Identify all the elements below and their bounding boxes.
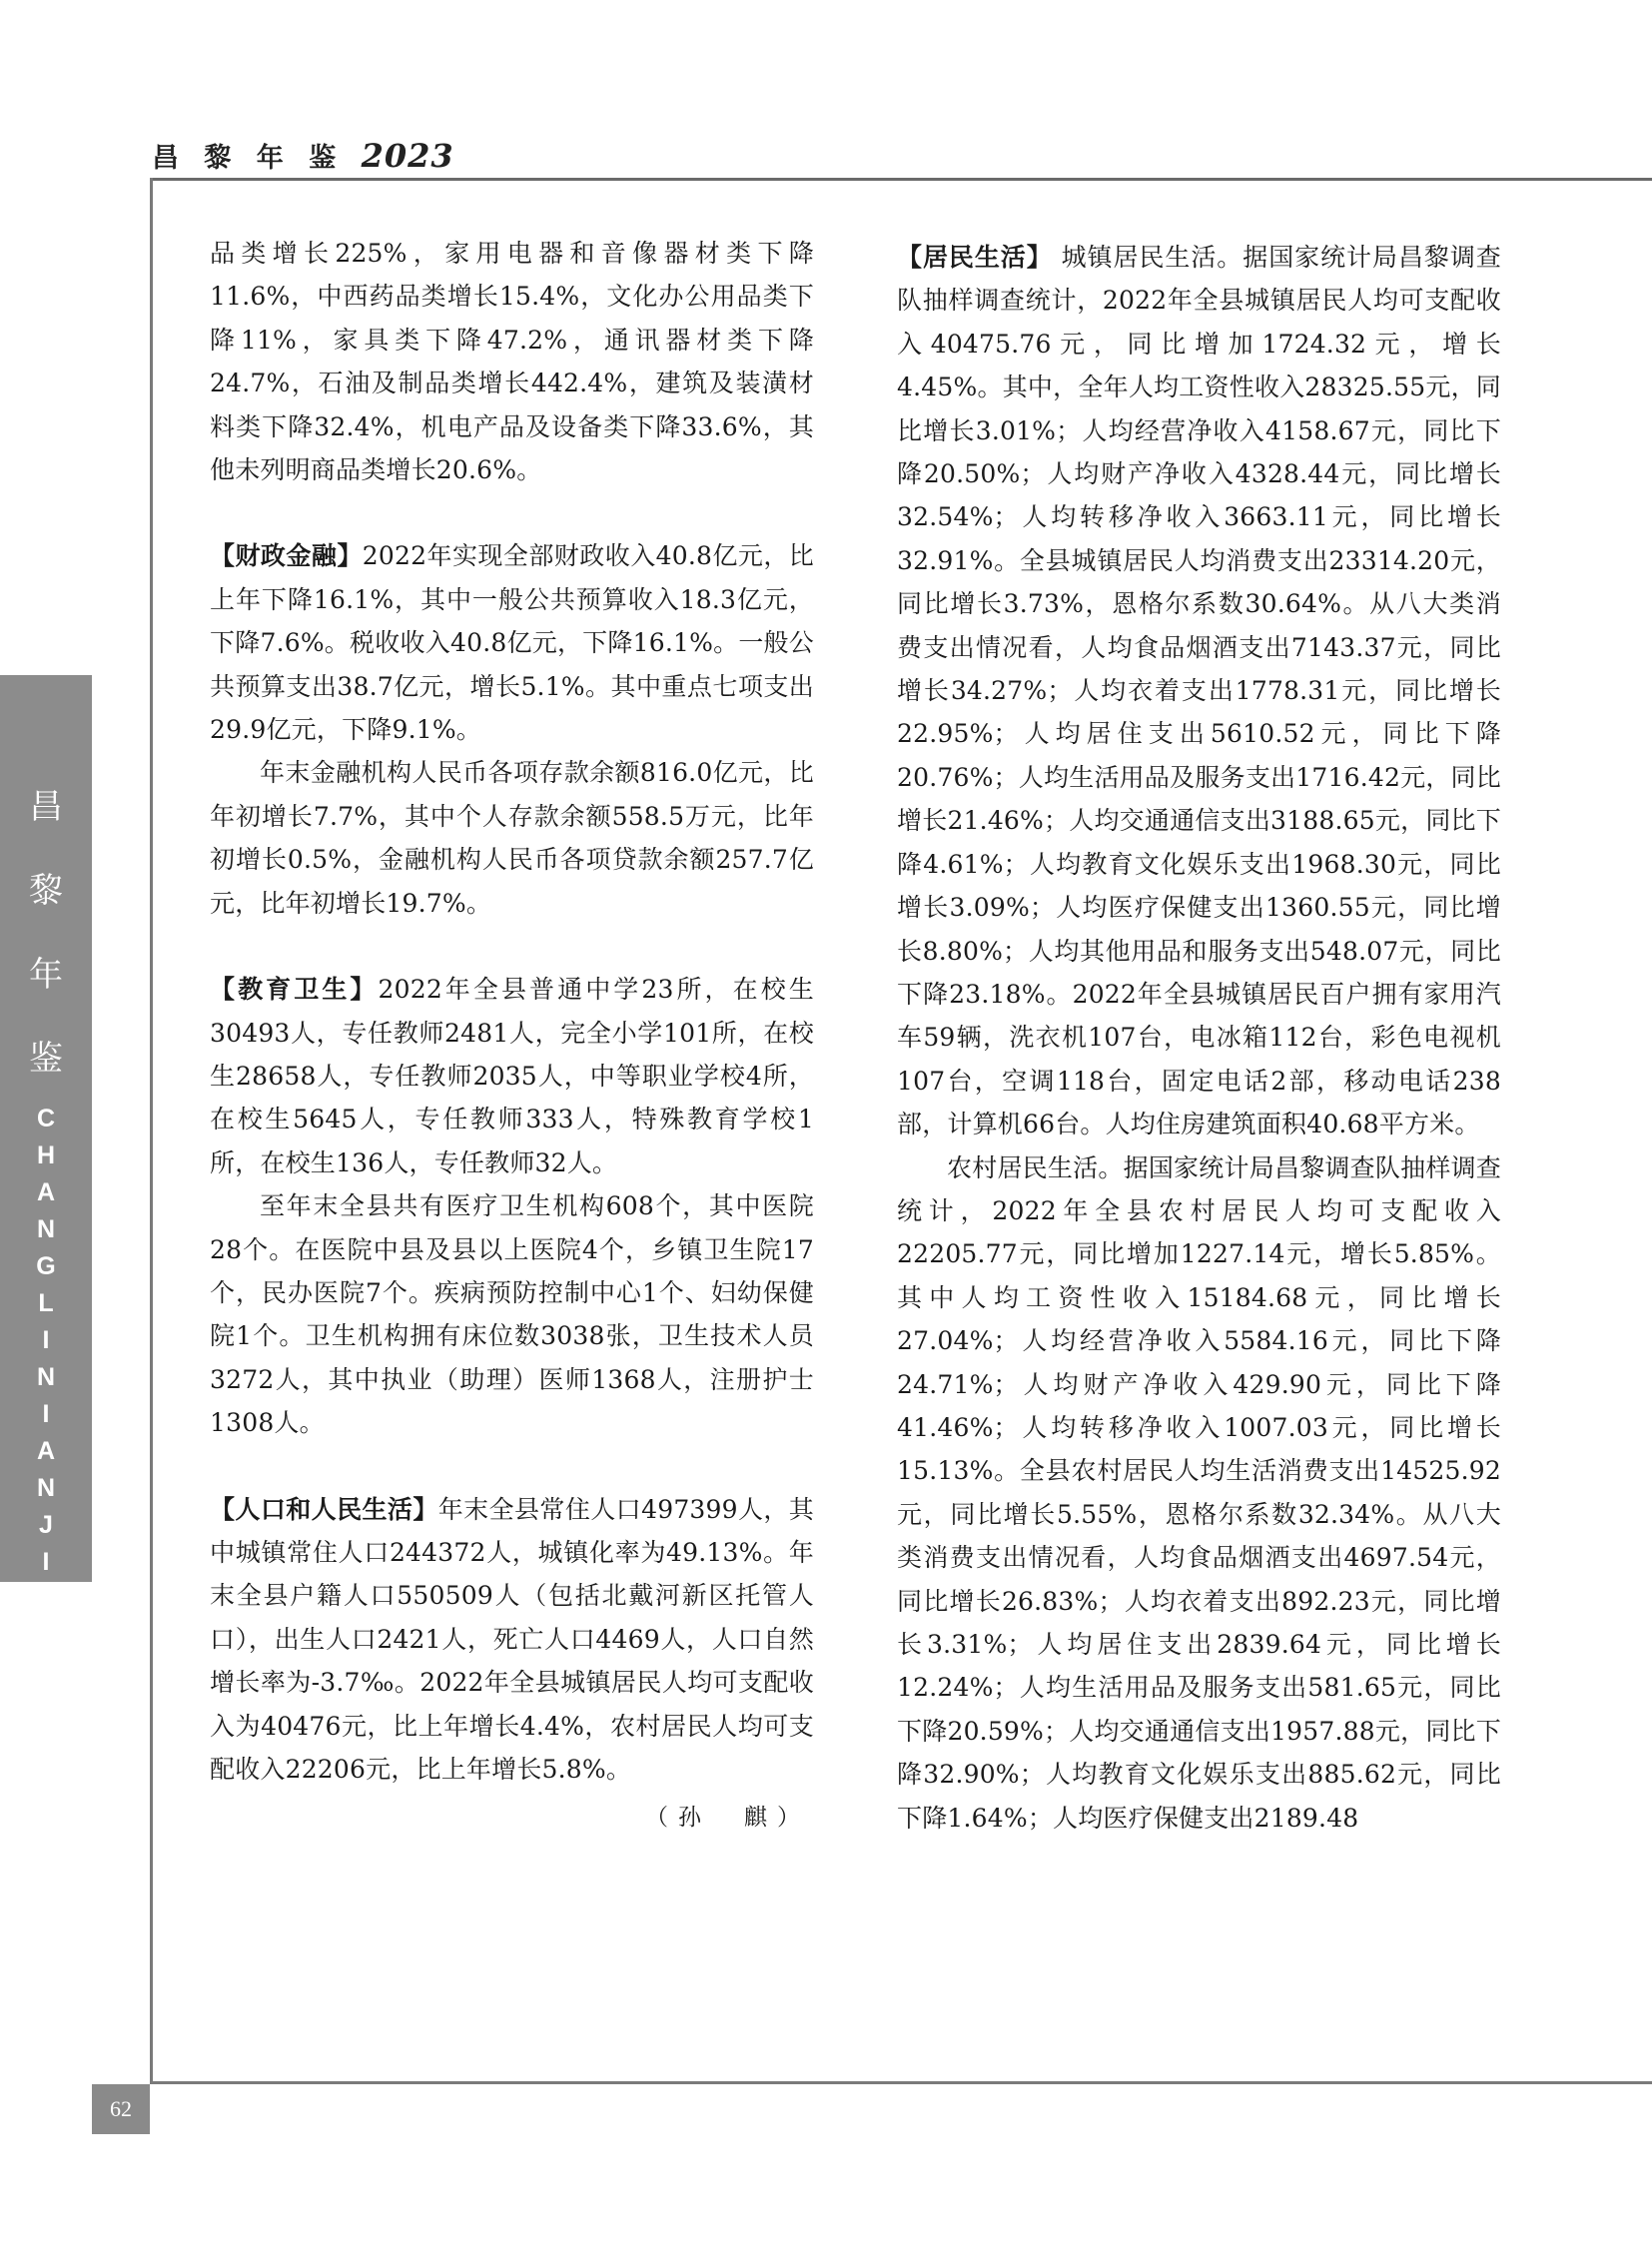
- rural-living-paragraph: 农村居民生活。据国家统计局昌黎调查队抽样调查统计，2022年全县农村居民人均可支配收入22205.77元，同比增加1227.14元，增长5.85%。其中人均工资性收入15184.68元，同比增长27.04%；人均经营净收入5584.16元，同比下降24.71%；人均财产净收入429.90元，同比下降41.46%；人均转移净收入1007.03元，同比增长15.13%。全县农村居民人均生活消费支出14525.92元，同比增长5.55%，恩格尔系数32.34%。从八大类消费支出情况看，人均食品烟酒支出4697.54元，同比增长26.83%；人均衣着支出892.23元，同比增长3.31%；人均居住支出2839.64元，同比增长12.24%；人均生活用品及服务支出581.65元，同比下降20.59%；人均交通通信支出1957.88元，同比下降32.90%；人均教育文化娱乐支出885.62元，同比下降1.64%；人均医疗保健支出2189.48: [897, 1152, 1501, 1833]
- side-letter: H: [36, 1141, 56, 1169]
- finance-paragraph: [210, 534, 814, 751]
- side-letter: J: [39, 1511, 53, 1539]
- side-char: 年: [29, 955, 63, 995]
- side-letter: A: [36, 1437, 56, 1465]
- population-paragraph: [210, 1488, 814, 1792]
- finance-paragraph-2: 年末金融机构人民币各项存款余额816.0亿元，比年初增长7.7%，其中个人存款余额558.5万元，比年初增长0.5%，金融机构人民币各项贷款余额257.7亿元，比年初增长19.7%。: [210, 758, 814, 918]
- footer-rule: [150, 2081, 1652, 2084]
- side-letter: I: [42, 1400, 50, 1428]
- side-tab-latin-title: [0, 1101, 92, 1655]
- page-number: 62: [92, 2084, 150, 2134]
- section-heading-education: 【教育卫生】: [210, 975, 379, 1005]
- side-letter: I: [42, 1326, 50, 1354]
- section-heading-living: 【居民生活】: [897, 243, 1053, 272]
- population-text: 年末全县常住人口497399人，其中城镇常住人口244372人，城镇化率为49.13%。年末全县户籍人口550509人（包括北戴河新区托管人口），出生人口2421人，死亡人口4469人，人口自然增长率为-3.7‰。2022年全县城镇居民人均可支配收入为40476元，比上年增长4.4%，农村居民人均可支配收入22206元，比上年增长5.8%。: [210, 1494, 814, 1784]
- side-char: 昌: [29, 787, 63, 827]
- book-title: 昌 黎 年 鉴: [152, 143, 345, 174]
- side-letter: A: [36, 1585, 56, 1613]
- left-margin-rule: [150, 178, 153, 2083]
- health-paragraph: 至年末全县共有医疗卫生机构608个，其中医院28个。在医院中县及县以上医院4个，乡镇卫生院17个，民办医院7个。疾病预防控制中心1个、妇幼保健院1个。卫生机构拥有床位数3038张，卫生技术人员3272人，其中执业（助理）医师1368人，注册护士1308人。: [210, 1191, 814, 1438]
- right-text-column: [897, 236, 1501, 1840]
- book-year: 2023: [361, 137, 454, 175]
- side-letter: I: [42, 1548, 50, 1576]
- side-char: 黎: [29, 871, 63, 911]
- side-letter: N: [36, 1474, 56, 1502]
- side-letter: N: [36, 1215, 56, 1243]
- side-letter: G: [36, 1252, 56, 1280]
- urban-living-paragraph: [897, 236, 1501, 1146]
- author-credit: （孙 麒）: [645, 1805, 810, 1832]
- side-tab-chinese-title: [0, 765, 92, 1101]
- continuation-paragraph: 品类增长225%，家用电器和音像器材类下降11.6%，中西药品类增长15.4%，文化办公用品类下降11%，家具类下降47.2%，通讯器材类下降24.7%，石油及制品类增长442.4%，建筑及装潢材料类下降32.4%，机电产品及设备类下降33.6%，其他未列明商品类增长20.6%。: [210, 239, 814, 485]
- education-text: 2022年全县普通中学23所，在校生30493人，专任教师2481人，完全小学101所，在校生28658人，专任教师2035人，中等职业学校4所，在校生5645人，专任教师333人，特殊教育学校1所，在校生136人，专任教师32人。: [210, 975, 814, 1177]
- urban-living-text: 城镇居民生活。据国家统计局昌黎调查队抽样调查统计，2022年全县城镇居民人均可支配收入40475.76元，同比增加1724.32元，增长4.45%。其中，全年人均工资性收入28325.55元，同比增长3.01%；人均经营净收入4158.67元，同比下降20.50%；人均财产净收入4328.44元，同比增长32.54%；人均转移净收入3663.11元，同比增长32.91%。全县城镇居民人均消费支出23314.20元，同比增长3.73%，恩格尔系数30.64%。从八大类消费支出情况看，人均食品烟酒支出7143.37元，同比增长34.27%；人均衣着支出1778.31元，同比增长22.95%；人均居住支出5610.52元，同比下降20.76%；人均生活用品及服务支出1716.42元，同比增长21.46%；人均交通通信支出3188.65元，同比下降4.61%；人均教育文化娱乐支出1968.30元，同比增长3.09%；人均医疗保健支出1360.55元，同比增长8.80%；人均其他用品和服务支出548.07元，同比下降23.18%。2022年全县城镇居民百户拥有家用汽车59辆，洗衣机107台，电冰箱112台，彩色电视机107台，空调118台，固定电话2部，移动电话238部，计算机66台。人均住房建筑面积40.68平方米。: [897, 243, 1502, 1139]
- header-rule: [150, 178, 1652, 181]
- side-letter: A: [36, 1178, 56, 1206]
- side-letter: L: [38, 1289, 54, 1317]
- side-letter: N: [36, 1622, 56, 1650]
- side-letter: N: [36, 1363, 56, 1391]
- left-text-column: [210, 232, 814, 1841]
- section-heading-finance: 【财政金融】: [210, 541, 363, 571]
- finance-text: 2022年实现全部财政收入40.8亿元，比上年下降16.1%，其中一般公共预算收入18.3亿元，下降7.6%。税收收入40.8亿元，下降16.1%。一般公共预算支出38.7亿元，增长5.1%。其中重点七项支出29.9亿元，下降9.1%。: [210, 541, 814, 745]
- side-letter: C: [36, 1105, 56, 1132]
- side-char: 鉴: [29, 1039, 63, 1079]
- running-header: [152, 136, 454, 175]
- education-paragraph: [210, 968, 814, 1184]
- section-heading-population: 【人口和人民生活】: [210, 1494, 438, 1524]
